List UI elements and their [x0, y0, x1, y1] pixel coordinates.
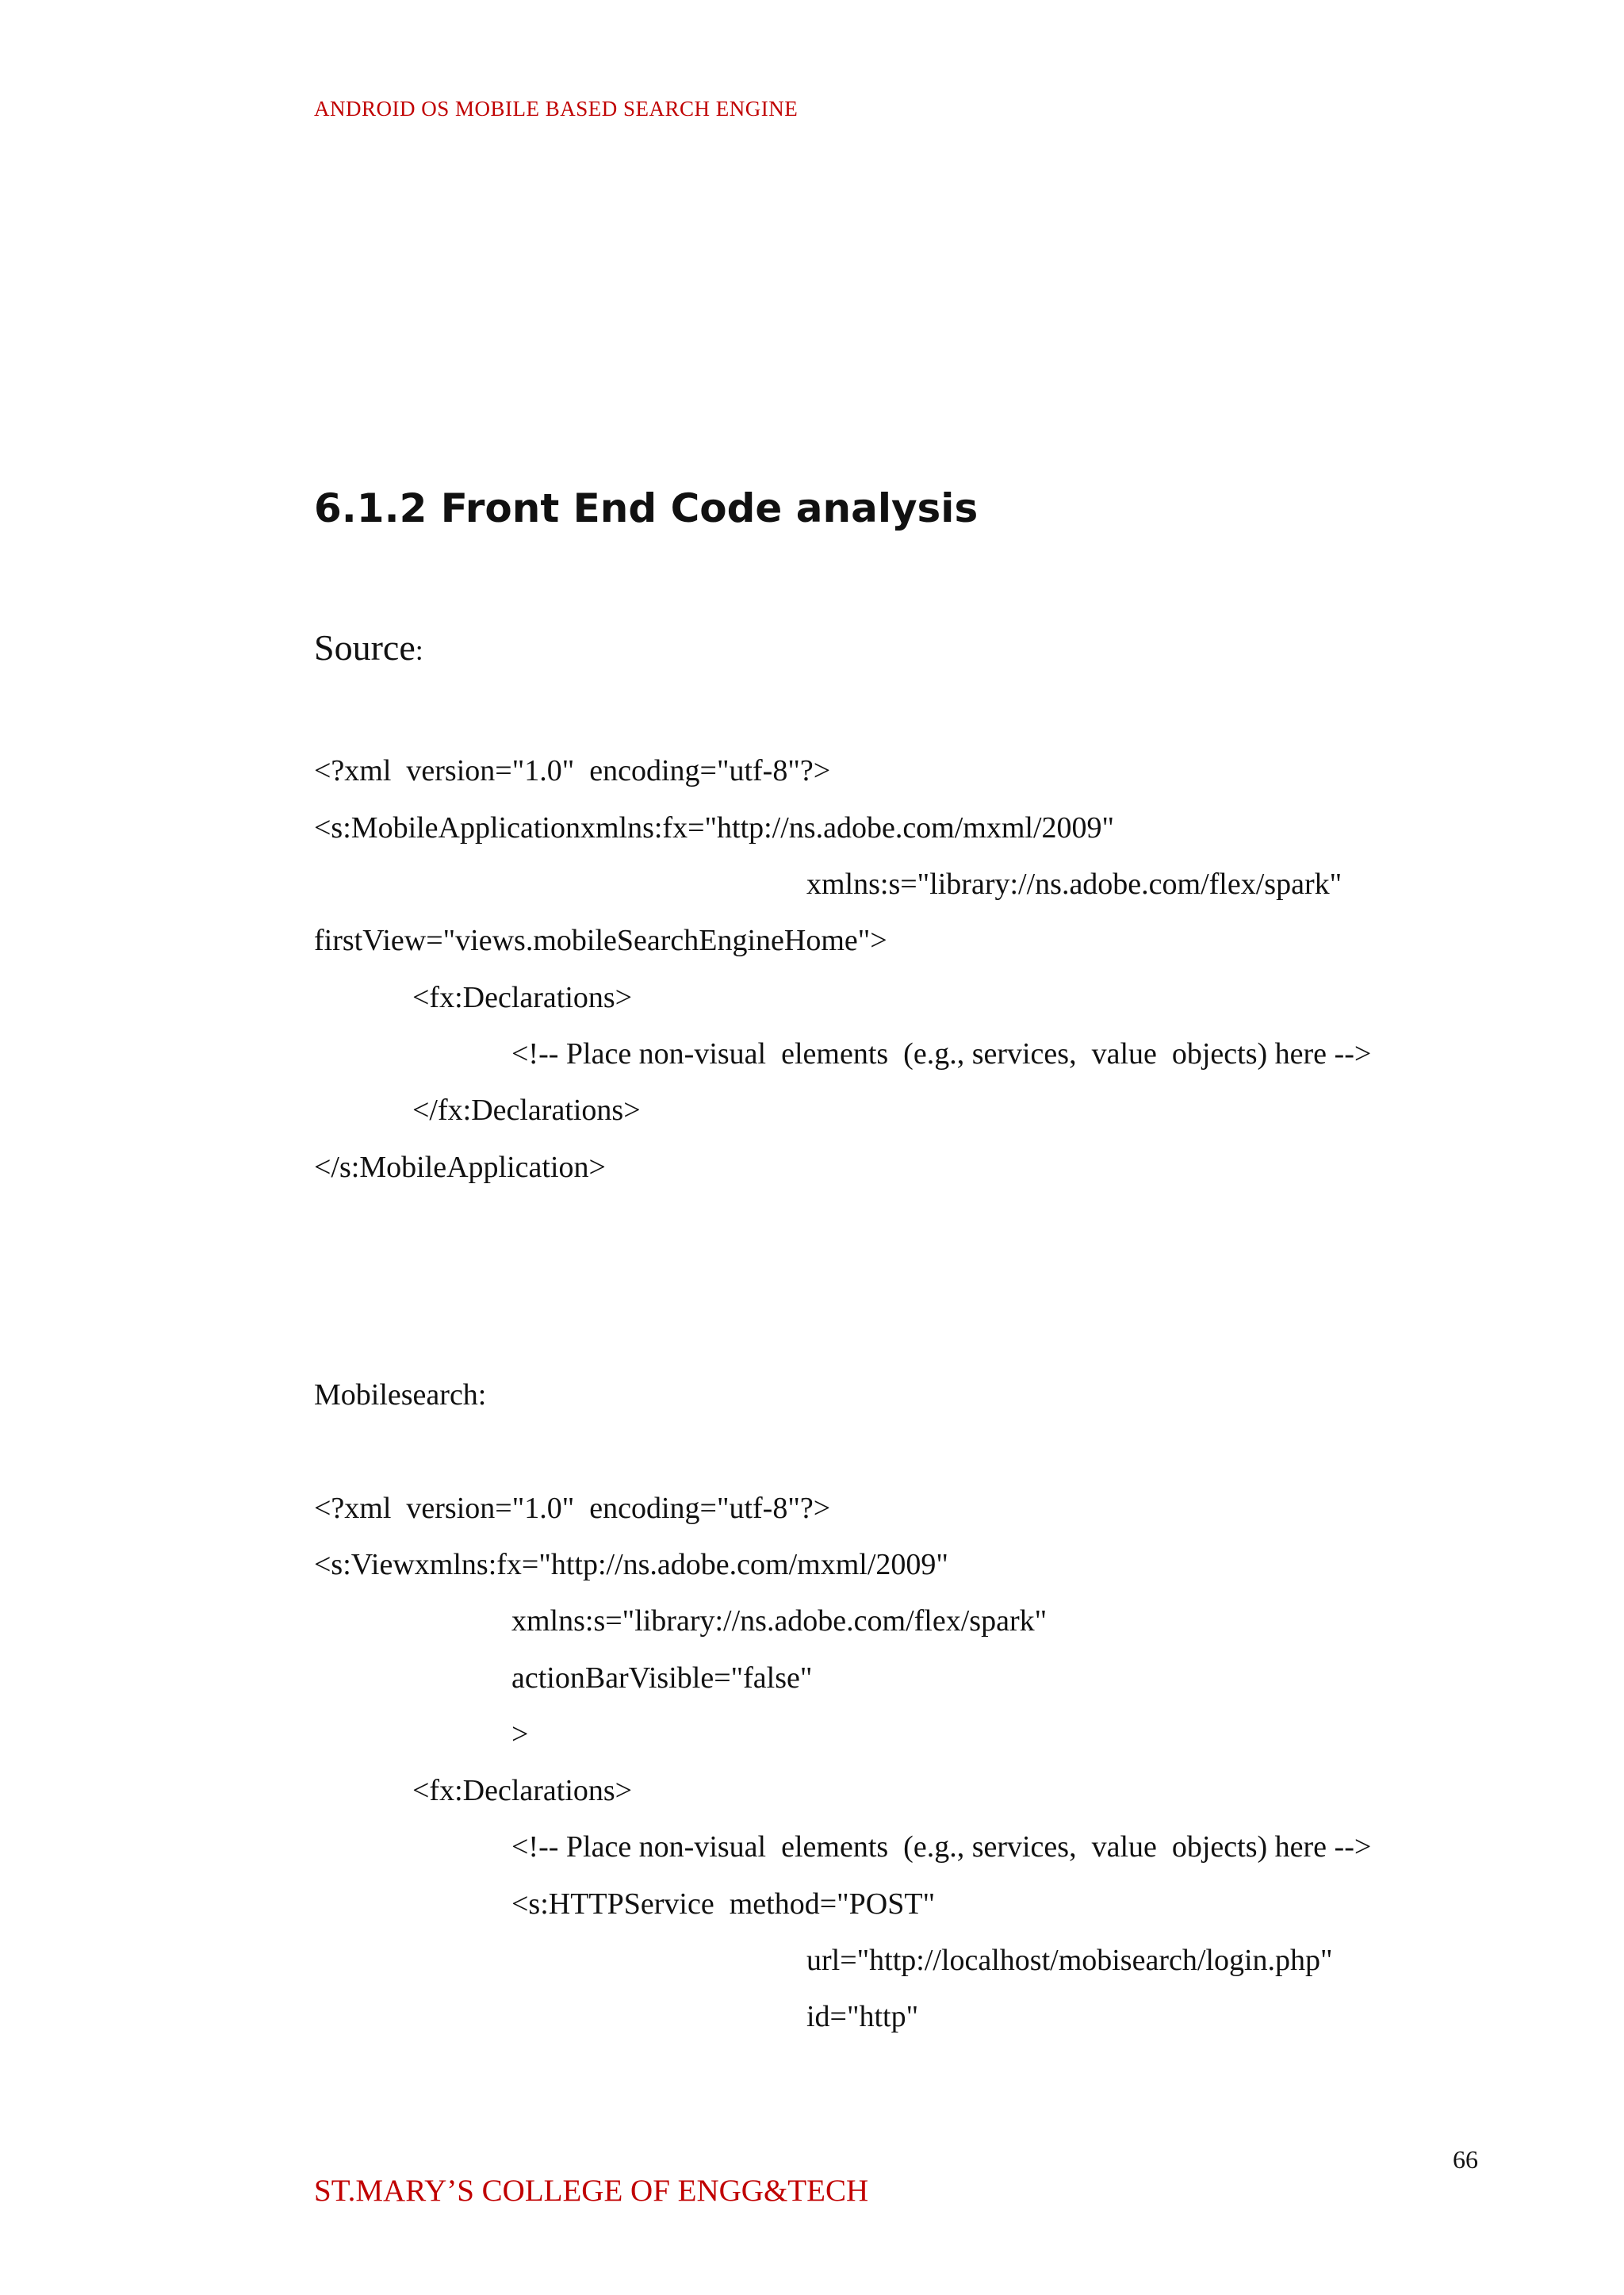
source-code-line: </fx:Declarations> [412, 1094, 641, 1127]
page-number: 66 [1453, 2145, 1478, 2174]
source-code-line: <fx:Declarations> [412, 981, 633, 1014]
mobilesearch-label: Mobilesearch: [314, 1378, 487, 1412]
mobilesearch-code-line: <s:Viewxmlns:fx="http://ns.adobe.com/mxml/2009" [314, 1548, 948, 1581]
source-code-line: xmlns:s="library://ns.adobe.com/flex/spark" [806, 868, 1342, 901]
source-code-line: <s:MobileApplicationxmlns:fx="http://ns.adobe.com/mxml/2009" [314, 811, 1115, 845]
source-label-colon: : [415, 634, 423, 666]
source-code-line: firstView="views.mobileSearchEngineHome"> [314, 924, 887, 957]
mobilesearch-code-line: xmlns:s="library://ns.adobe.com/flex/spark" [511, 1604, 1048, 1638]
running-header: ANDROID OS MOBILE BASED SEARCH ENGINE [314, 97, 799, 121]
source-label [314, 626, 423, 669]
mobilesearch-code-line: <s:HTTPService method="POST" [511, 1887, 936, 1921]
mobilesearch-code-line: actionBarVisible="false" [511, 1661, 813, 1695]
section-heading: 6.1.2 Front End Code analysis [314, 485, 979, 531]
mobilesearch-code-line: > [511, 1718, 529, 1751]
source-code-line: <?xml version="1.0" encoding="utf-8"?> [314, 754, 831, 787]
mobilesearch-code-line: <fx:Declarations> [412, 1774, 633, 1807]
source-code-line: </s:MobileApplication> [314, 1151, 606, 1184]
source-code-line: <!-- Place non-visual elements (e.g., services, value objects) here --> [511, 1037, 1372, 1071]
mobilesearch-code-line: <!-- Place non-visual elements (e.g., services, value objects) here --> [511, 1830, 1372, 1864]
running-footer: ST.MARY’S COLLEGE OF ENGG&TECH [314, 2174, 869, 2208]
mobilesearch-code-line: url="http://localhost/mobisearch/login.php" [806, 1944, 1333, 1977]
mobilesearch-code-line: id="http" [806, 2000, 919, 2033]
mobilesearch-code-line: <?xml version="1.0" encoding="utf-8"?> [314, 1492, 831, 1525]
source-label-text: Source [314, 627, 416, 668]
